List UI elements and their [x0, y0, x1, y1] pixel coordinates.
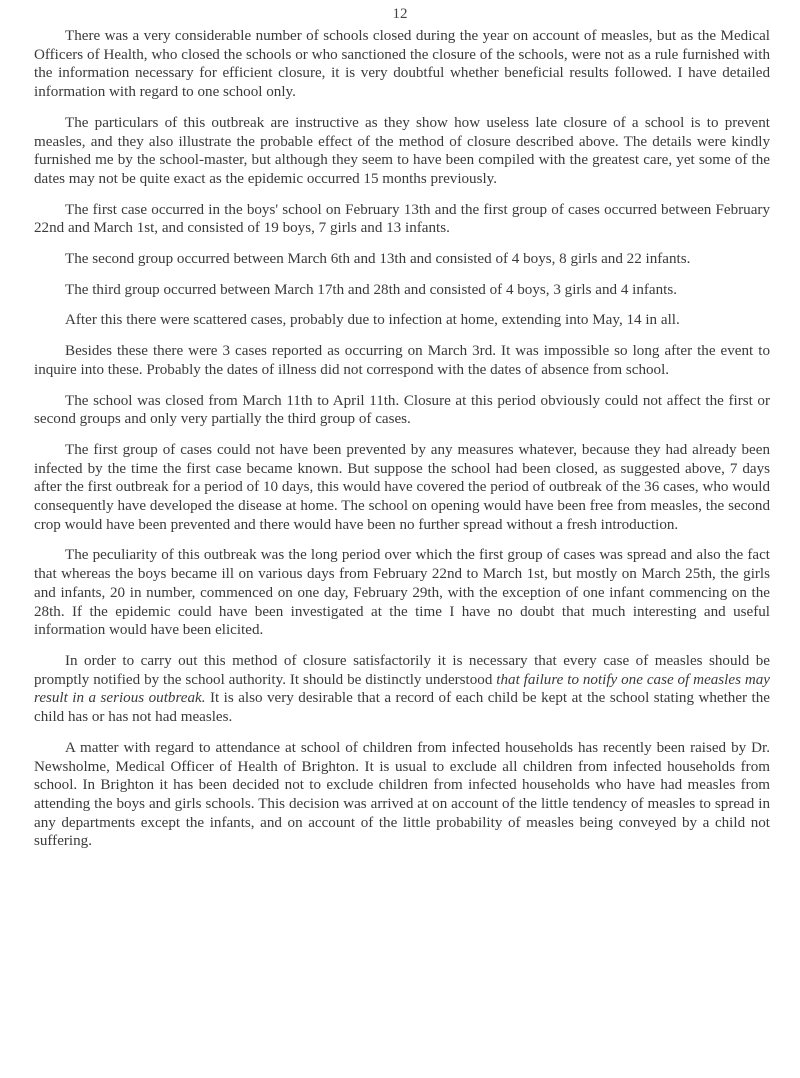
notification-text-emphasis: that failure to notify one case of measles may result in a serious outbreak. [34, 671, 770, 707]
notification-text-before: In order to carry out this method of closure satisfactorily it is necessary that every case of measles should be promptly notified by the school authority. It should be distinctly understood [34, 652, 770, 688]
paragraph-outbreak-particulars: The particulars of this outbreak are instructive as they show how useless late closure of a school is to prevent measles, and they also illustrate the probable effect of the method of closure described above. The details were kindly furnished me by the school-master, but although they seem to have been compiled with the greatest care, yet some of the dates may not be quite exact as the epidemic occurred 15 months previously. [34, 114, 770, 187]
paragraph-first-case: The first case occurred in the boys' school on February 13th and the first group of cases occurred between February 22nd and March 1st, and consisted of 19 boys, 7 girls and 13 infants. [34, 201, 770, 237]
paragraph-school-closures: There was a very considerable number of schools closed during the year on account of measles, but as the Medical Officers of Health, who closed the schools or who sanctioned the closure of the schools, were not as a rule furnished with the information necessary for efficient closure, it is very doubtful whether beneficial results followed. I have detailed information with regard to one school only. [34, 28, 770, 101]
paragraph-infected-households: A matter with regard to attendance at school of children from infected households has recently been raised by Dr. Newsholme, Medical Officer of Health of Brighton. It is usual to exclude all children from infected households from school. In Brighton it has been decided not to exclude children from infected households who have had measles from attending the boys and girls schools. This decision was arrived at on account of the little tendency of measles to spread in any departments except the infants, and on account of the little probability of measles being conveyed by a child not suffering. [34, 739, 770, 850]
notification-text-after: It is also very desirable that a record of each child be kept at the school stating whether the child has or has not had measles. [34, 690, 770, 726]
page-number: 12 [392, 6, 408, 22]
paragraph-march-3rd-cases: Besides these there were 3 cases reported as occurring on March 3rd. It was impossible so long after the event to inquire into these. Probably the dates of illness did not correspond with the dates of absence from school. [34, 343, 770, 378]
paragraph-third-group: The third group occurred between March 17th and 28th and consisted of 4 boys, 3 girls and 4 infants. [65, 281, 677, 298]
paragraph-notification [34, 652, 770, 727]
paragraph-scattered-cases: After this there were scattered cases, probably due to infection at home, extending into May, 14 in all. [65, 312, 680, 329]
paragraph-second-group: The second group occurred between March 6th and 13th and consisted of 4 boys, 8 girls and 22 infants. [65, 251, 691, 268]
paragraph-closure-period: The school was closed from March 11th to April 11th. Closure at this period obviously could not affect the first or second groups and only very partially the third group of cases. [34, 392, 770, 428]
paragraph-prevention-analysis: The first group of cases could not have been prevented by any measures whatever, because they had already been infected by the time the first case became known. But suppose the school had been closed, as suggested above, 7 days after the first outbreak for a period of 10 days, this would have covered the period of outbreak of the 36 cases, who would consequently have developed the disease at home. The school on opening would have been free from measles, the second crop would have been prevented and there would have been no further spread without a fresh introduction. [34, 441, 770, 533]
body-text [34, 27, 770, 863]
paragraph-outbreak-peculiarity: The peculiarity of this outbreak was the long period over which the first group of cases was spread and also the fact that whereas the boys became ill on various days from February 22nd to March 1st, but mostly on March 25th, the girls and infants, 20 in number, commenced on one day, February 29th, with the exception of one infant commencing on the 28th. If the epidemic could have been investigated at the time I have no doubt that much interesting and useful information would have been elicited. [34, 547, 770, 639]
